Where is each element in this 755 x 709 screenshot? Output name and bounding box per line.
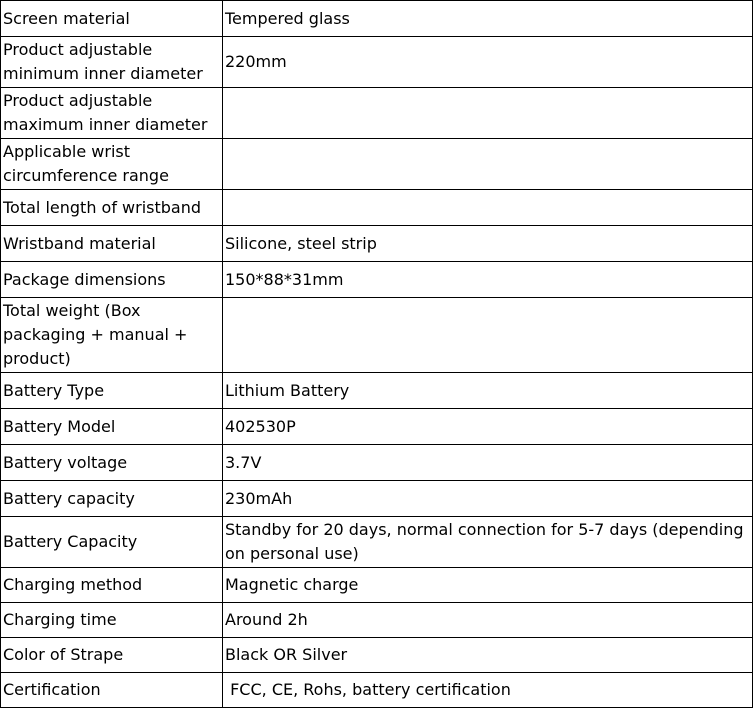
row-value <box>223 190 753 226</box>
row-label: Product adjustable minimum inner diameter <box>1 37 223 88</box>
row-label: Battery Type <box>1 373 223 409</box>
table-row <box>1 481 753 517</box>
table-row <box>1 262 753 298</box>
table-row <box>1 673 753 708</box>
table-row <box>1 445 753 481</box>
row-value: 3.7V <box>223 445 753 481</box>
table-row <box>1 190 753 226</box>
table-row <box>1 638 753 673</box>
table-row <box>1 37 753 88</box>
row-label: Charging time <box>1 603 223 638</box>
table-row <box>1 226 753 262</box>
row-value: Magnetic charge <box>223 568 753 603</box>
table-row <box>1 298 753 373</box>
table-row <box>1 373 753 409</box>
table-row <box>1 409 753 445</box>
row-value: Lithium Battery <box>223 373 753 409</box>
row-value <box>223 139 753 190</box>
row-label: Battery capacity <box>1 481 223 517</box>
row-value: Tempered glass <box>223 1 753 37</box>
row-label: Screen material <box>1 1 223 37</box>
row-label: Certification <box>1 673 223 708</box>
row-label: Wristband material <box>1 226 223 262</box>
row-label: Battery Capacity <box>1 517 223 568</box>
table-row <box>1 88 753 139</box>
row-value: FCC, CE, Rohs, battery certification <box>223 673 753 708</box>
table-row <box>1 1 753 37</box>
row-label: Total weight (Box packaging + manual + product) <box>1 298 223 373</box>
row-value: 150*88*31mm <box>223 262 753 298</box>
row-label: Color of Strape <box>1 638 223 673</box>
row-label: Total length of wristband <box>1 190 223 226</box>
row-label: Battery voltage <box>1 445 223 481</box>
row-label: Charging method <box>1 568 223 603</box>
row-value: 220mm <box>223 37 753 88</box>
row-value <box>223 88 753 139</box>
row-value <box>223 298 753 373</box>
row-label: Battery Model <box>1 409 223 445</box>
table-row <box>1 517 753 568</box>
row-value: Around 2h <box>223 603 753 638</box>
row-label: Package dimensions <box>1 262 223 298</box>
table-row <box>1 139 753 190</box>
table-row <box>1 568 753 603</box>
row-value: Silicone, steel strip <box>223 226 753 262</box>
table-row <box>1 603 753 638</box>
row-value: Standby for 20 days, normal connection for 5-7 days (depending on personal use) <box>223 517 753 568</box>
row-value: 230mAh <box>223 481 753 517</box>
row-value: 402530P <box>223 409 753 445</box>
row-value: Black OR Silver <box>223 638 753 673</box>
row-label: Product adjustable maximum inner diameter <box>1 88 223 139</box>
row-label: Applicable wrist circumference range <box>1 139 223 190</box>
